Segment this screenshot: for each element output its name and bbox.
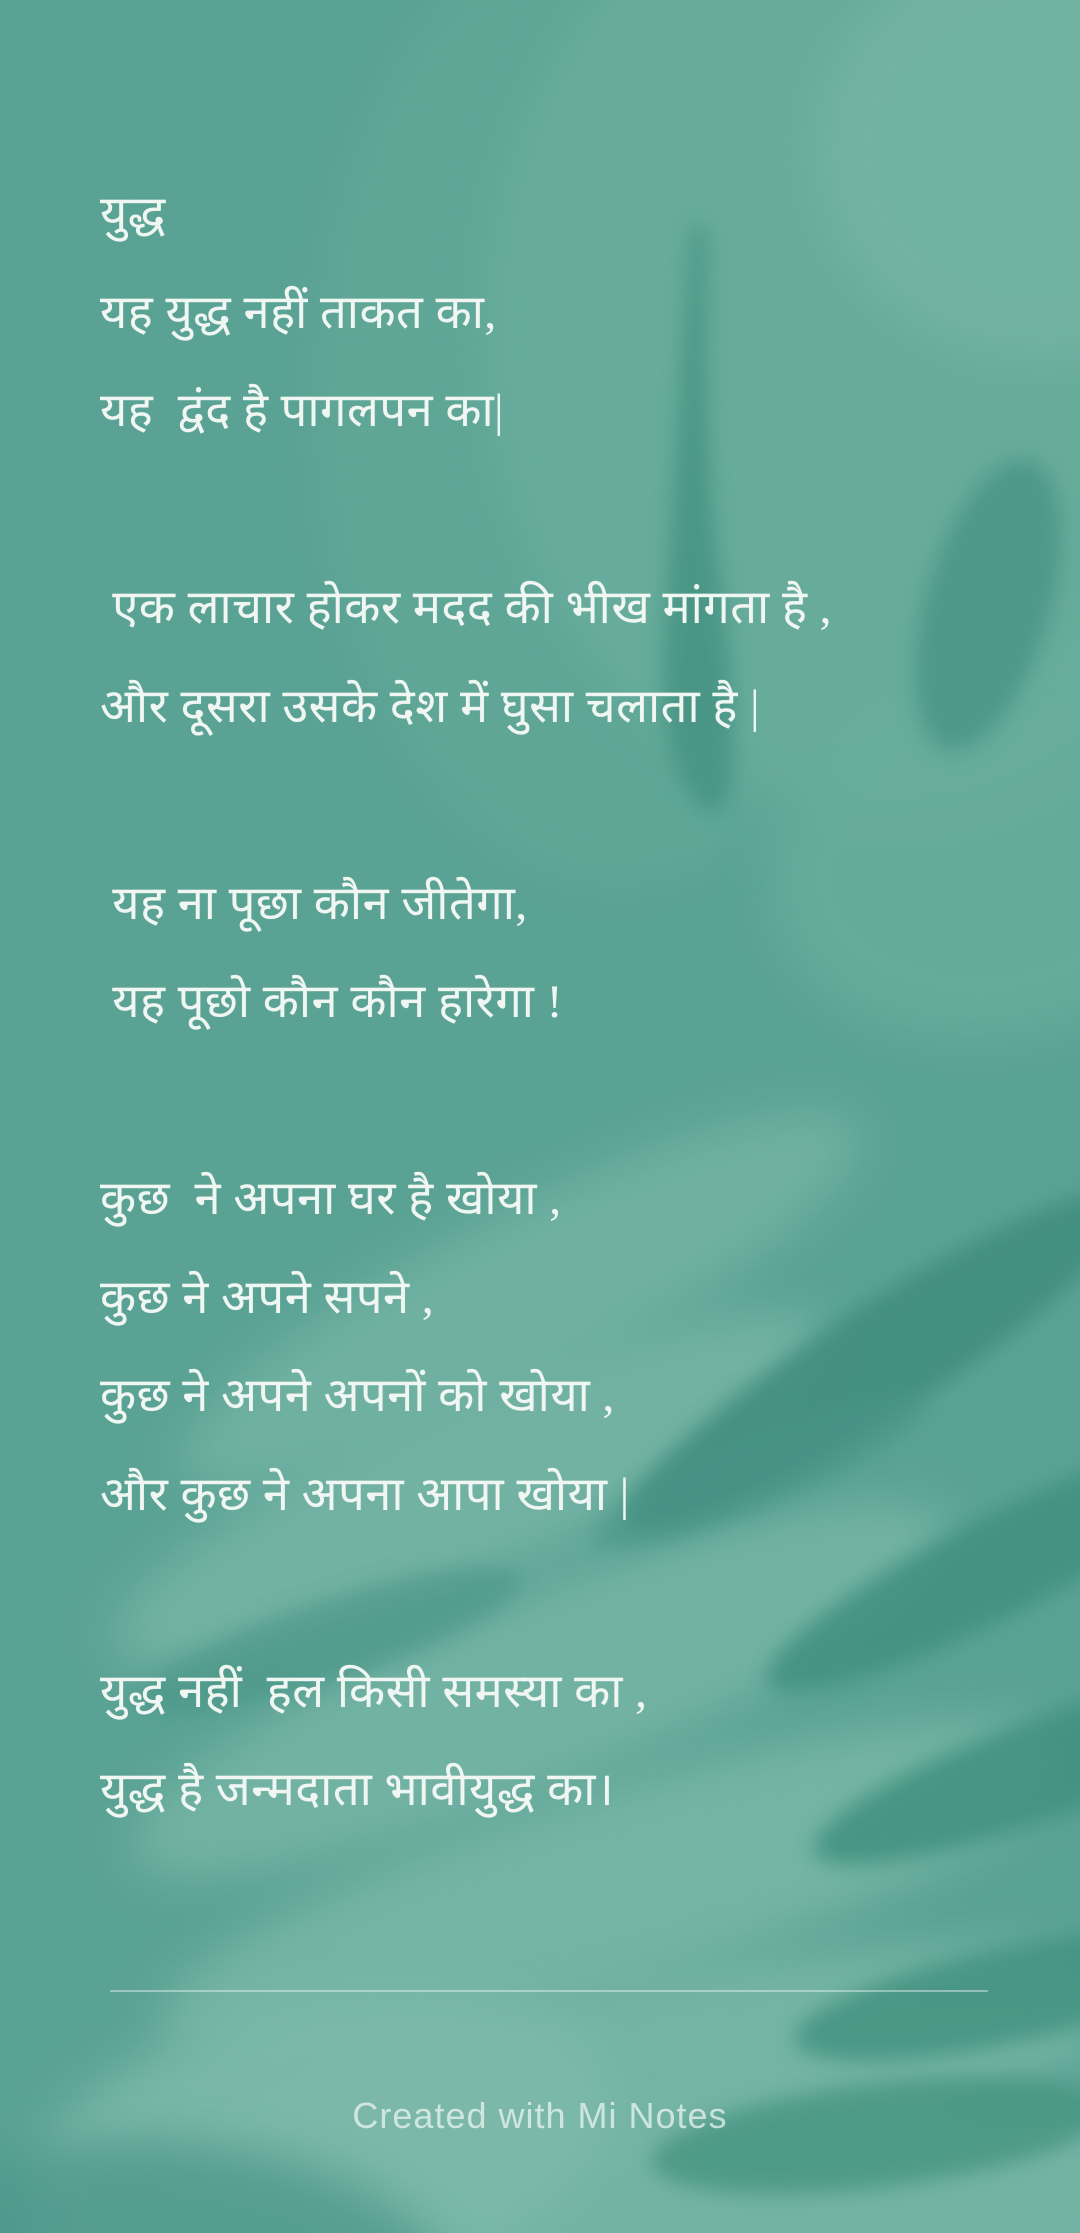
note-body: [100, 165, 1040, 1840]
app-credit-label: Created with Mi Notes: [352, 2095, 728, 2136]
poem-line: कुछ ने अपने सपने ,: [100, 1271, 435, 1324]
poem-line: युद्ध है जन्मदाता भावीयुद्ध का।: [100, 1764, 615, 1816]
poem-line: यह पूछो कौन कौन हारेगा !: [100, 976, 563, 1028]
footer-divider: [110, 1990, 988, 1992]
poem-line: यह युद्ध नहीं ताकत का,: [100, 286, 497, 339]
poem-line: युद्ध नहीं हल किसी समस्या का ,: [100, 1665, 648, 1718]
poem-line: यह द्वंद है पागलपन का|: [100, 385, 505, 437]
poem-line: एक लाचार होकर मदद की भीख मांगता है ,: [100, 582, 832, 634]
poem-line: और दूसरा उसके देश में घुसा चलाता है |: [100, 680, 761, 733]
poem-line: कुछ ने अपना घर है खोया ,: [100, 1173, 562, 1225]
poem-blank-line: [100, 1052, 1040, 1151]
poem-blank-line: [100, 461, 1040, 560]
poem-line: कुछ ने अपने अपनों को खोया ,: [100, 1370, 615, 1422]
poem-line: यह ना पूछा कौन जीतेगा,: [100, 877, 528, 930]
poem-blank-line: [100, 1544, 1040, 1643]
poem-blank-line: [100, 756, 1040, 855]
poem-title-line: युद्ध: [100, 188, 166, 240]
poem-line: और कुछ ने अपना आपा खोया |: [100, 1468, 630, 1521]
